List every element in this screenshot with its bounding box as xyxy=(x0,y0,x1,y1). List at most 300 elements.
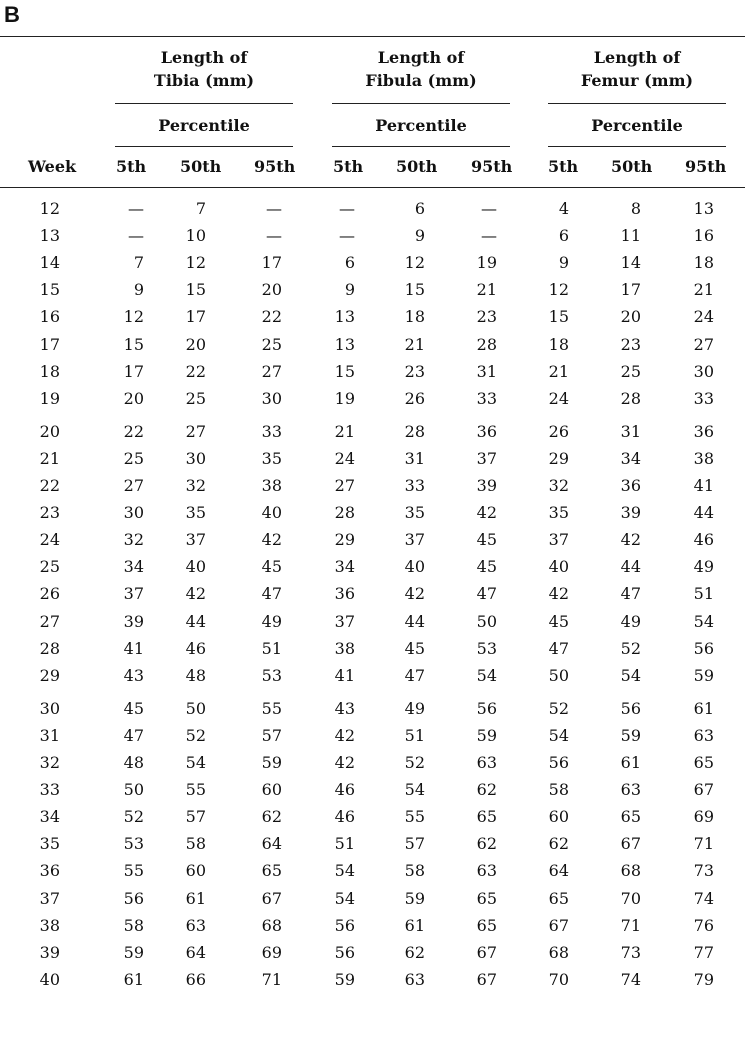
value-cell: 36 xyxy=(476,421,497,441)
value-cell: 18 xyxy=(693,253,714,273)
value-cell: 21 xyxy=(548,361,569,381)
value-cell: 33 xyxy=(404,476,425,495)
value-cell: — xyxy=(128,199,144,218)
value-cell: 68 xyxy=(261,915,282,935)
value-cell: 65 xyxy=(261,861,282,881)
value-cell: 47 xyxy=(476,584,497,604)
value-cell: 51 xyxy=(404,725,425,745)
value-cell: 65 xyxy=(476,915,497,935)
week-cell: 15 xyxy=(39,280,60,300)
value-cell: 46 xyxy=(693,530,714,550)
value-cell: 27 xyxy=(123,476,144,495)
value-cell: 77 xyxy=(693,942,714,962)
fibula-header xyxy=(332,46,510,92)
value-cell: 56 xyxy=(693,638,714,658)
value-cell: 17 xyxy=(261,253,282,273)
week-cell: 14 xyxy=(39,253,60,273)
value-cell: 27 xyxy=(334,476,355,495)
value-cell: 56 xyxy=(334,915,355,935)
value-cell: 56 xyxy=(476,698,497,718)
value-cell: 71 xyxy=(693,834,714,854)
value-cell: 59 xyxy=(123,942,144,962)
value-cell: 37 xyxy=(404,530,425,550)
value-cell: 19 xyxy=(476,253,497,273)
value-cell: 13 xyxy=(334,307,355,327)
value-cell: 35 xyxy=(261,448,282,468)
value-cell: 27 xyxy=(185,421,206,441)
value-cell: 26 xyxy=(548,421,569,441)
value-cell: 45 xyxy=(261,557,282,577)
week-cell: 26 xyxy=(39,584,60,604)
value-cell: 62 xyxy=(404,942,425,962)
value-cell: — xyxy=(339,199,355,218)
value-cell: 61 xyxy=(404,915,425,935)
value-cell: 58 xyxy=(404,861,425,881)
value-cell: 25 xyxy=(261,334,282,354)
value-cell: 67 xyxy=(548,915,569,935)
value-cell: 23 xyxy=(620,334,641,354)
femur-percentile-label: Percentile xyxy=(591,116,683,135)
value-cell: 19 xyxy=(334,388,355,408)
value-cell: 70 xyxy=(548,969,569,989)
value-cell: 31 xyxy=(476,361,497,381)
value-cell: 42 xyxy=(334,753,355,772)
value-cell: 51 xyxy=(261,638,282,658)
femur-header-line1: Length of xyxy=(593,48,681,67)
value-cell: 65 xyxy=(693,753,714,772)
value-cell: 44 xyxy=(620,557,641,577)
value-cell: 28 xyxy=(334,503,355,523)
week-cell: 16 xyxy=(39,307,60,327)
value-cell: 49 xyxy=(261,611,282,631)
value-cell: 21 xyxy=(693,280,714,300)
week-cell: 28 xyxy=(39,638,60,658)
fibula-col-50th: 50th xyxy=(396,157,438,176)
value-cell: 50 xyxy=(123,780,144,800)
value-cell: 11 xyxy=(620,226,641,246)
value-cell: 28 xyxy=(476,334,497,354)
tibia-col-5th: 5th xyxy=(116,157,147,176)
value-cell: 54 xyxy=(334,888,355,908)
femur-col-50th: 50th xyxy=(611,157,653,176)
week-cell: 33 xyxy=(39,780,60,800)
tibia-group-rule xyxy=(115,103,293,104)
value-cell: 57 xyxy=(404,834,425,854)
top-rule xyxy=(0,36,745,37)
value-cell: 55 xyxy=(404,807,425,827)
value-cell: 44 xyxy=(693,503,714,523)
value-cell: 49 xyxy=(620,611,641,631)
value-cell: 62 xyxy=(476,834,497,854)
value-cell: 54 xyxy=(548,725,569,745)
femur-header xyxy=(548,46,726,92)
week-cell: 38 xyxy=(39,915,60,935)
week-cell: 36 xyxy=(39,861,60,881)
value-cell: 42 xyxy=(548,584,569,604)
value-cell: 45 xyxy=(476,530,497,550)
value-cell: 67 xyxy=(476,942,497,962)
value-cell: 65 xyxy=(476,888,497,908)
fibula-percentile-label: Percentile xyxy=(375,116,467,135)
value-cell: 34 xyxy=(123,557,144,577)
week-cell: 32 xyxy=(39,753,60,772)
value-cell: 12 xyxy=(404,253,425,273)
value-cell: 48 xyxy=(123,753,144,772)
value-cell: 71 xyxy=(261,969,282,989)
value-cell: 23 xyxy=(476,307,497,327)
femur-percentile-rule xyxy=(548,146,726,147)
value-cell: 6 xyxy=(344,253,355,273)
fibula-header-line1: Length of xyxy=(377,48,465,67)
value-cell: 34 xyxy=(334,557,355,577)
value-cell: 63 xyxy=(185,915,206,935)
value-cell: 74 xyxy=(620,969,641,989)
week-cell: 30 xyxy=(39,698,60,718)
value-cell: 56 xyxy=(334,942,355,962)
value-cell: 62 xyxy=(261,807,282,827)
value-cell: 9 xyxy=(344,280,355,300)
value-cell: 52 xyxy=(123,807,144,827)
value-cell: 63 xyxy=(476,753,497,772)
value-cell: 21 xyxy=(476,280,497,300)
value-cell: 54 xyxy=(693,611,714,631)
value-cell: 35 xyxy=(185,503,206,523)
value-cell: 40 xyxy=(548,557,569,577)
value-cell: 52 xyxy=(548,698,569,718)
value-cell: 27 xyxy=(693,334,714,354)
value-cell: 64 xyxy=(548,861,569,881)
value-cell: 6 xyxy=(558,226,569,246)
value-cell: 56 xyxy=(548,753,569,772)
value-cell: 30 xyxy=(693,361,714,381)
value-cell: 59 xyxy=(620,725,641,745)
value-cell: 23 xyxy=(404,361,425,381)
value-cell: 63 xyxy=(693,725,714,745)
value-cell: 56 xyxy=(620,698,641,718)
value-cell: 60 xyxy=(261,780,282,800)
value-cell: 39 xyxy=(123,611,144,631)
femur-header-line2: Femur (mm) xyxy=(580,71,694,90)
value-cell: 7 xyxy=(133,253,144,273)
value-cell: 9 xyxy=(133,280,144,300)
week-cell: 25 xyxy=(39,557,60,577)
value-cell: 24 xyxy=(548,388,569,408)
value-cell: 66 xyxy=(185,969,206,989)
value-cell: 65 xyxy=(548,888,569,908)
panel-label: B xyxy=(4,2,20,27)
value-cell: 10 xyxy=(185,226,206,246)
value-cell: 33 xyxy=(476,388,497,408)
week-cell: 12 xyxy=(39,199,60,218)
value-cell: 46 xyxy=(334,780,355,800)
value-cell: 56 xyxy=(123,888,144,908)
tibia-percentile-label: Percentile xyxy=(158,116,250,135)
week-cell: 34 xyxy=(39,807,60,827)
week-cell: 31 xyxy=(39,725,60,745)
value-cell: 17 xyxy=(123,361,144,381)
value-cell: 50 xyxy=(185,698,206,718)
value-cell: 53 xyxy=(476,638,497,658)
week-cell: 19 xyxy=(39,388,60,408)
value-cell: 65 xyxy=(476,807,497,827)
value-cell: 40 xyxy=(261,503,282,523)
value-cell: 37 xyxy=(476,448,497,468)
value-cell: 28 xyxy=(404,421,425,441)
value-cell: 51 xyxy=(693,584,714,604)
value-cell: 42 xyxy=(476,503,497,523)
value-cell: 20 xyxy=(185,334,206,354)
value-cell: 65 xyxy=(620,807,641,827)
fibula-group-rule xyxy=(332,103,510,104)
value-cell: 60 xyxy=(185,861,206,881)
value-cell: 31 xyxy=(404,448,425,468)
value-cell: 43 xyxy=(334,698,355,718)
value-cell: 13 xyxy=(334,334,355,354)
tibia-percentile-rule xyxy=(115,146,293,147)
value-cell: — xyxy=(481,199,497,218)
value-cell: 54 xyxy=(185,753,206,772)
value-cell: 59 xyxy=(334,969,355,989)
value-cell: 68 xyxy=(620,861,641,881)
value-cell: 47 xyxy=(261,584,282,604)
value-cell: 40 xyxy=(185,557,206,577)
value-cell: 69 xyxy=(261,942,282,962)
value-cell: 79 xyxy=(693,969,714,989)
value-cell: 71 xyxy=(620,915,641,935)
fibula-col-5th: 5th xyxy=(333,157,364,176)
value-cell: 76 xyxy=(693,915,714,935)
value-cell: 55 xyxy=(261,698,282,718)
value-cell: 45 xyxy=(476,557,497,577)
value-cell: 42 xyxy=(261,530,282,550)
value-cell: — xyxy=(481,226,497,246)
value-cell: 24 xyxy=(693,307,714,327)
value-cell: 36 xyxy=(334,584,355,604)
value-cell: 33 xyxy=(693,388,714,408)
value-cell: 49 xyxy=(693,557,714,577)
value-cell: 73 xyxy=(693,861,714,881)
value-cell: 33 xyxy=(261,421,282,441)
value-cell: 44 xyxy=(404,611,425,631)
value-cell: 60 xyxy=(548,807,569,827)
value-cell: 42 xyxy=(334,725,355,745)
value-cell: 46 xyxy=(185,638,206,658)
value-cell: 59 xyxy=(404,888,425,908)
value-cell: 42 xyxy=(185,584,206,604)
value-cell: 12 xyxy=(185,253,206,273)
value-cell: 13 xyxy=(693,199,714,218)
value-cell: 22 xyxy=(261,307,282,327)
value-cell: 52 xyxy=(620,638,641,658)
femur-group-rule xyxy=(548,103,726,104)
value-cell: 17 xyxy=(620,280,641,300)
value-cell: 24 xyxy=(334,448,355,468)
value-cell: 45 xyxy=(404,638,425,658)
value-cell: 57 xyxy=(261,725,282,745)
value-cell: 63 xyxy=(476,861,497,881)
value-cell: 37 xyxy=(548,530,569,550)
week-cell: 29 xyxy=(39,665,60,685)
value-cell: 49 xyxy=(404,698,425,718)
value-cell: 30 xyxy=(185,448,206,468)
value-cell: 68 xyxy=(548,942,569,962)
value-cell: 58 xyxy=(185,834,206,854)
value-cell: 42 xyxy=(404,584,425,604)
value-cell: 73 xyxy=(620,942,641,962)
value-cell: 39 xyxy=(620,503,641,523)
value-cell: 14 xyxy=(620,253,641,273)
value-cell: 62 xyxy=(548,834,569,854)
value-cell: 15 xyxy=(404,280,425,300)
value-cell: 61 xyxy=(185,888,206,908)
value-cell: 53 xyxy=(123,834,144,854)
week-cell: 23 xyxy=(39,503,60,523)
value-cell: 53 xyxy=(261,665,282,685)
tibia-col-50th: 50th xyxy=(180,157,222,176)
value-cell: 44 xyxy=(185,611,206,631)
value-cell: 61 xyxy=(123,969,144,989)
week-cell: 35 xyxy=(39,834,60,854)
value-cell: 50 xyxy=(476,611,497,631)
value-cell: 37 xyxy=(123,584,144,604)
value-cell: 8 xyxy=(630,199,641,218)
value-cell: 18 xyxy=(404,307,425,327)
value-cell: 61 xyxy=(693,698,714,718)
value-cell: 9 xyxy=(558,253,569,273)
week-cell: 13 xyxy=(39,226,60,246)
value-cell: 59 xyxy=(261,753,282,772)
value-cell: 67 xyxy=(693,780,714,800)
value-cell: 22 xyxy=(123,421,144,441)
value-cell: 39 xyxy=(476,476,497,495)
value-cell: 28 xyxy=(620,388,641,408)
value-cell: 52 xyxy=(185,725,206,745)
value-cell: — xyxy=(339,226,355,246)
value-cell: 47 xyxy=(404,665,425,685)
value-cell: 35 xyxy=(404,503,425,523)
fibula-header-line2: Fibula (mm) xyxy=(365,71,477,90)
value-cell: 21 xyxy=(404,334,425,354)
value-cell: 36 xyxy=(693,421,714,441)
value-cell: 43 xyxy=(123,665,144,685)
value-cell: 34 xyxy=(620,448,641,468)
femur-col-5th: 5th xyxy=(548,157,579,176)
week-cell: 24 xyxy=(39,530,60,550)
value-cell: 62 xyxy=(476,780,497,800)
value-cell: 64 xyxy=(261,834,282,854)
value-cell: 29 xyxy=(548,448,569,468)
value-cell: 12 xyxy=(548,280,569,300)
value-cell: 16 xyxy=(693,226,714,246)
value-cell: 36 xyxy=(620,476,641,495)
week-cell: 40 xyxy=(39,969,60,989)
value-cell: 30 xyxy=(123,503,144,523)
value-cell: 12 xyxy=(123,307,144,327)
value-cell: 35 xyxy=(548,503,569,523)
value-cell: 37 xyxy=(185,530,206,550)
value-cell: 26 xyxy=(404,388,425,408)
week-column-header: Week xyxy=(28,157,77,176)
value-cell: 42 xyxy=(620,530,641,550)
value-cell: 29 xyxy=(334,530,355,550)
value-cell: 46 xyxy=(334,807,355,827)
value-cell: 48 xyxy=(185,665,206,685)
value-cell: 58 xyxy=(123,915,144,935)
value-cell: 61 xyxy=(620,753,641,772)
value-cell: 41 xyxy=(334,665,355,685)
value-cell: — xyxy=(266,199,282,218)
value-cell: 67 xyxy=(261,888,282,908)
fibula-col-95th: 95th xyxy=(471,157,513,176)
value-cell: 45 xyxy=(123,698,144,718)
tibia-header-line2: Tibia (mm) xyxy=(153,71,255,90)
value-cell: 57 xyxy=(185,807,206,827)
value-cell: 47 xyxy=(620,584,641,604)
value-cell: 6 xyxy=(414,199,425,218)
value-cell: 54 xyxy=(476,665,497,685)
value-cell: 41 xyxy=(123,638,144,658)
value-cell: 38 xyxy=(693,448,714,468)
value-cell: 54 xyxy=(404,780,425,800)
value-cell: 25 xyxy=(123,448,144,468)
value-cell: 20 xyxy=(261,280,282,300)
value-cell: 59 xyxy=(693,665,714,685)
week-cell: 27 xyxy=(39,611,60,631)
value-cell: 63 xyxy=(620,780,641,800)
value-cell: 40 xyxy=(404,557,425,577)
value-cell: 15 xyxy=(185,280,206,300)
value-cell: 4 xyxy=(558,199,569,218)
value-cell: 32 xyxy=(548,476,569,495)
value-cell: 25 xyxy=(185,388,206,408)
week-cell: 17 xyxy=(39,334,60,354)
value-cell: 38 xyxy=(334,638,355,658)
value-cell: 41 xyxy=(693,476,714,495)
femur-col-95th: 95th xyxy=(685,157,727,176)
value-cell: 45 xyxy=(548,611,569,631)
value-cell: 32 xyxy=(123,530,144,550)
value-cell: 67 xyxy=(620,834,641,854)
value-cell: 69 xyxy=(693,807,714,827)
value-cell: 18 xyxy=(548,334,569,354)
value-cell: 32 xyxy=(185,476,206,495)
value-cell: 54 xyxy=(334,861,355,881)
value-cell: 31 xyxy=(620,421,641,441)
value-cell: 67 xyxy=(476,969,497,989)
value-cell: — xyxy=(266,226,282,246)
value-cell: 64 xyxy=(185,942,206,962)
week-cell: 22 xyxy=(39,476,60,495)
value-cell: 47 xyxy=(123,725,144,745)
tibia-header-line1: Length of xyxy=(160,48,248,67)
fibula-percentile-rule xyxy=(332,146,510,147)
value-cell: 52 xyxy=(404,753,425,772)
header-bottom-rule xyxy=(0,187,745,188)
week-cell: 18 xyxy=(39,361,60,381)
value-cell: 47 xyxy=(548,638,569,658)
week-cell: 39 xyxy=(39,942,60,962)
value-cell: 22 xyxy=(185,361,206,381)
value-cell: 59 xyxy=(476,725,497,745)
value-cell: 30 xyxy=(261,388,282,408)
value-cell: 25 xyxy=(620,361,641,381)
value-cell: — xyxy=(128,226,144,246)
value-cell: 63 xyxy=(404,969,425,989)
value-cell: 70 xyxy=(620,888,641,908)
week-cell: 21 xyxy=(39,448,60,468)
value-cell: 54 xyxy=(620,665,641,685)
value-cell: 50 xyxy=(548,665,569,685)
